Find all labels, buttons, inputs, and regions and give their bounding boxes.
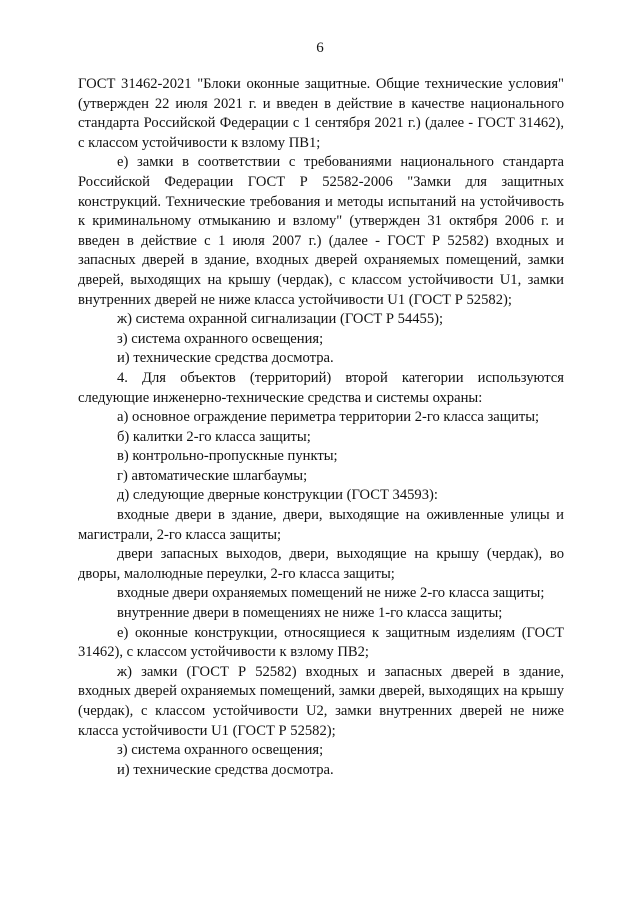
paragraph: е) замки в соответствии с требованиями национального стандарта Российской Федерации ГОСТ Р 52582-2006 "Замки для защитных конструкций. Технические требования и методы испытаний на устойчивость к криминальному отмыканию и взлому" (утвержден 31 октября 2006 г. и введен в действие с 1 июля 2007 г.) (далее - ГОСТ Р 52582) входных и запасных дверей в здание, входных дверей охраняемых помещений, замки дверей, выходящих на крышу (чердак), с классом устойчивости U1, замки внутренних дверей не ниже класса устойчивости U1 (ГОСТ Р 52582); (78, 154, 564, 308)
page-number: 6 (316, 40, 324, 56)
paragraph: внутренние двери в помещениях не ниже 1-го класса защиты; (117, 605, 503, 622)
paragraph: з) система охранного освещения; (117, 742, 324, 759)
paragraph: з) система охранного освещения; (117, 330, 324, 347)
paragraph: входные двери в здание, двери, выходящие на оживленные улицы и магистрали, 2-го класса защиты; (78, 507, 564, 543)
paragraph: входные двери охраняемых помещений не ниже 2-го класса защиты; (117, 585, 545, 602)
paragraph: ж) замки (ГОСТ Р 52582) входных и запасных дверей в здание, входных дверей охраняемых помещений, замки дверей, выходящих на крышу (чердак), с классом устойчивости U2, замки внутренних дверей не ниже класса устойчивости U1 (ГОСТ Р 52582); (78, 663, 564, 739)
paragraph: а) основное ограждение периметра территории 2-го класса защиты; (117, 409, 540, 426)
paragraph: двери запасных выходов, двери, выходящие на крышу (чердак), во дворы, малолюдные переулки, 2-го класса защиты; (78, 546, 564, 582)
document-body (78, 75, 564, 780)
paragraph: и) технические средства досмотра. (117, 350, 334, 367)
paragraph: и) технические средства досмотра. (117, 761, 334, 778)
paragraph: г) автоматические шлагбаумы; (117, 467, 308, 484)
paragraph: е) оконные конструкции, относящиеся к защитным изделиям (ГОСТ 31462), с классом устойчивости к взлому ПВ2; (78, 624, 564, 661)
paragraph: ж) система охранной сигнализации (ГОСТ Р 54455); (117, 311, 444, 328)
paragraph: б) калитки 2-го класса защиты; (117, 428, 311, 445)
paragraph: в) контрольно-пропускные пункты; (117, 448, 338, 465)
paragraph: 4. Для объектов (территорий) второй категории используются следующие инженерно-технические средства и системы охраны: (78, 369, 564, 406)
paragraph: ГОСТ 31462-2021 "Блоки оконные защитные. Общие технические условия" (утвержден 22 июля 2021 г. и введен в действие в качестве национального стандарта Российской Федерации с 1 сентября 2021 г.) (далее - ГОСТ 31462), с классом устойчивости к взлому ПВ1; (78, 76, 564, 151)
paragraph: д) следующие дверные конструкции (ГОСТ 34593): (117, 487, 438, 504)
